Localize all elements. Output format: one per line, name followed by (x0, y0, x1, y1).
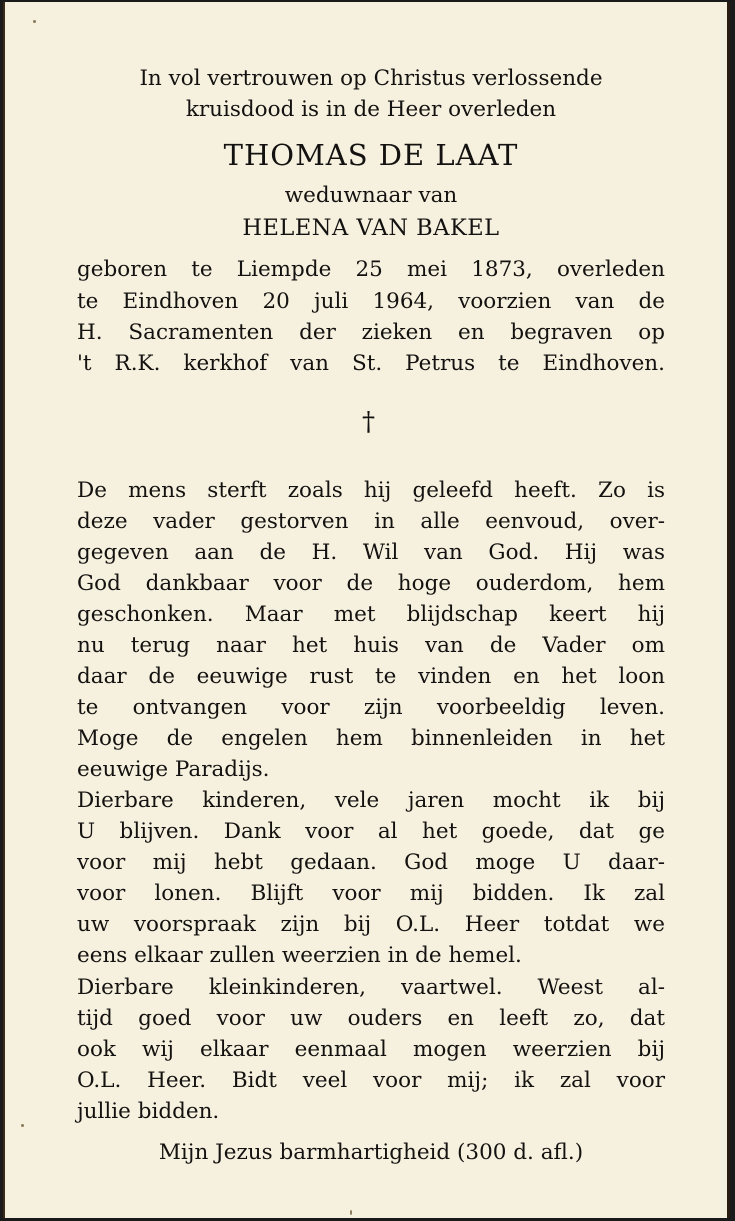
body-line: Moge de engelen hem binnenleiden in het (77, 726, 665, 751)
body-line: eens elkaar zullen weerzien in de hemel. (77, 943, 522, 968)
bio-line: H. Sacramenten der zieken en begraven op (77, 320, 665, 345)
body-line: nu terug naar het huis van de Vader om (77, 633, 665, 658)
body-line: uw voorspraak zijn bij O.L. Heer totdat we (77, 912, 665, 937)
body-line: God dankbaar voor de hoge ouderdom, hem (77, 571, 665, 596)
relation-label: weduwnaar van (284, 183, 458, 208)
body-line: eeuwige Paradijs. (77, 757, 270, 782)
body-line: Dierbare kinderen, vele jaren mocht ik bij (77, 788, 665, 813)
cross-symbol: † (362, 407, 375, 437)
body-line: jullie bidden. (77, 1099, 220, 1124)
intro-line-2: kruisdood is in de Heer overleden (185, 97, 557, 122)
indulgence-prayer: Mijn Jezus barmhartigheid (300 d. afl.) (158, 1140, 584, 1165)
body-line: ook wij elkaar eenmaal mogen weerzien bij (77, 1037, 665, 1062)
bio-line: 't R.K. kerkhof van St. Petrus te Eindhoven. (77, 351, 665, 376)
body-line: De mens sterft zoals hij geleefd heeft. Zo is (77, 478, 665, 503)
body-line: Dierbare kleinkinderen, vaartwel. Weest al- (77, 975, 665, 1000)
bio-line: geboren te Liempde 25 mei 1873, overleden (77, 257, 665, 282)
deceased-name: THOMAS DE LAAT (223, 138, 519, 172)
body-line: O.L. Heer. Bidt veel voor mij; ik zal voor (77, 1068, 665, 1093)
memorial-card (3, 2, 730, 1218)
body-line: voor mij hebt gedaan. God moge U daar- (77, 850, 665, 875)
spouse-name: HELENA VAN BAKEL (242, 215, 500, 241)
body-line: deze vader gestorven in alle eenvoud, over- (77, 509, 665, 534)
body-line: gegeven aan de H. Wil van God. Hij was (77, 540, 665, 565)
paper-speck (33, 20, 36, 23)
bio-line: te Eindhoven 20 juli 1964, voorzien van de (77, 289, 665, 314)
body-line: te ontvangen voor zijn voorbeeldig leven. (77, 695, 665, 720)
body-line: daar de eeuwige rust te vinden en het loon (77, 664, 665, 689)
paper-speck (350, 1210, 352, 1215)
body-line: tijd goed voor uw ouders en leeft zo, dat (77, 1006, 665, 1031)
intro-line-1: In vol vertrouwen op Christus verlossende (139, 66, 603, 91)
body-line: U blijven. Dank voor al het goede, dat ge (77, 819, 665, 844)
paper-speck (21, 1124, 24, 1127)
body-line: voor lonen. Blijft voor mij bidden. Ik zal (77, 881, 665, 906)
body-line: geschonken. Maar met blijdschap keert hij (77, 602, 665, 627)
